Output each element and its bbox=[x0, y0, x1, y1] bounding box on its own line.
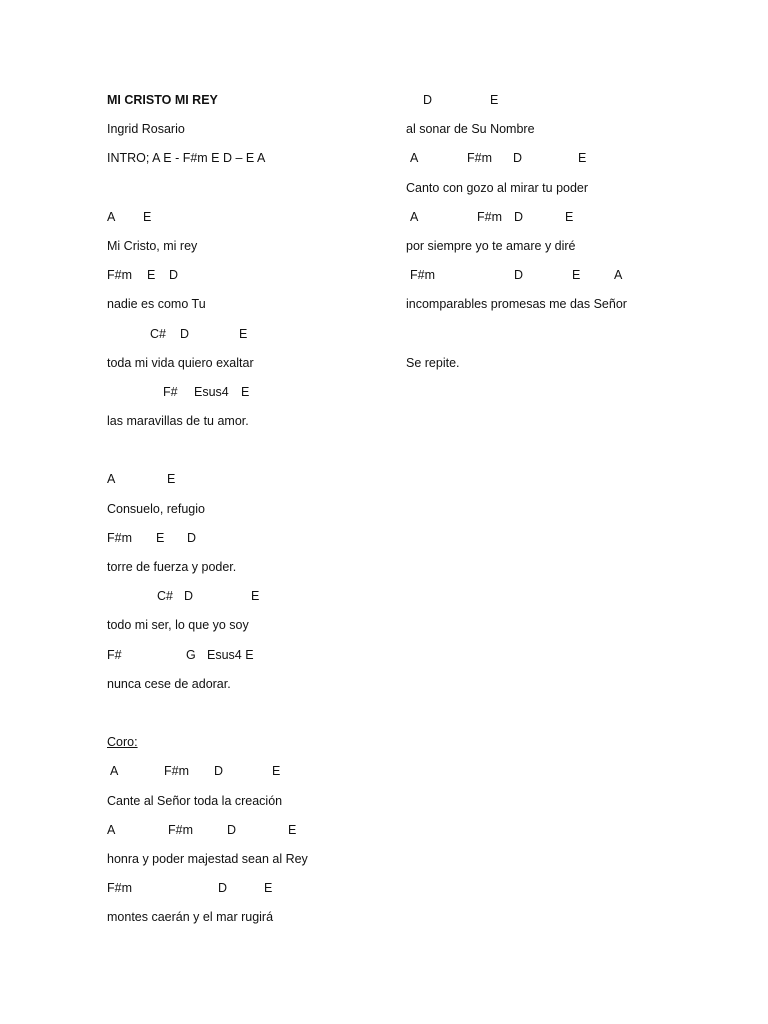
chord: C# bbox=[150, 326, 166, 341]
chord: E bbox=[251, 589, 260, 604]
chord-line bbox=[406, 150, 706, 179]
blank-line bbox=[406, 326, 706, 355]
chord: E bbox=[572, 268, 581, 283]
chord-line bbox=[107, 763, 407, 792]
chord: D bbox=[423, 93, 433, 107]
chord: F#m bbox=[168, 822, 193, 837]
chord: A bbox=[110, 764, 119, 779]
chord: G bbox=[186, 647, 196, 662]
chord: D bbox=[180, 326, 190, 341]
lyric-line: montes caerán y el mar rugirá bbox=[107, 910, 274, 925]
chord: F#m bbox=[467, 151, 492, 166]
chord-line bbox=[406, 92, 706, 121]
blank-line bbox=[107, 442, 407, 471]
chord: A bbox=[107, 822, 116, 837]
lyric-line: torre de fuerza y poder. bbox=[107, 560, 237, 574]
chord: F# bbox=[163, 384, 178, 399]
chord: D bbox=[184, 589, 194, 604]
chord: A bbox=[614, 268, 623, 283]
lyric-line: al sonar de Su Nombre bbox=[406, 122, 535, 137]
chord: A bbox=[410, 209, 419, 224]
chord-line bbox=[107, 530, 407, 559]
chorus-label-text: Coro: bbox=[107, 735, 138, 750]
chord: Esus4 E bbox=[207, 647, 254, 662]
song-title: MI CRISTO MI REY bbox=[107, 93, 218, 107]
chord: F#m bbox=[164, 764, 189, 779]
chord: D bbox=[187, 530, 197, 545]
chord: D bbox=[513, 151, 523, 166]
chord: Esus4 bbox=[194, 384, 229, 399]
chord-line bbox=[406, 267, 706, 296]
chord-line bbox=[107, 647, 407, 676]
chord: E bbox=[578, 151, 587, 166]
chord: A bbox=[107, 209, 116, 224]
lyric-line: nadie es como Tu bbox=[107, 297, 206, 312]
chord-line bbox=[107, 384, 407, 413]
lyric-line: Mi Cristo, mi rey bbox=[107, 238, 198, 253]
chord: A bbox=[410, 151, 419, 166]
lyric-line: por siempre yo te amare y diré bbox=[406, 238, 576, 253]
chord: F#m bbox=[107, 530, 132, 545]
chord: F# bbox=[107, 647, 122, 662]
lyric-line: Cante al Señor toda la creación bbox=[107, 793, 283, 808]
chord: A bbox=[107, 472, 116, 487]
chord: E bbox=[167, 472, 176, 487]
chord-line bbox=[107, 209, 407, 238]
chorus-label bbox=[107, 734, 407, 763]
chord-line bbox=[107, 326, 407, 355]
chord: E bbox=[272, 764, 281, 779]
chord-line bbox=[406, 209, 706, 238]
chord: E bbox=[264, 881, 273, 896]
chord: F#m bbox=[107, 881, 132, 896]
song-author: Ingrid Rosario bbox=[107, 122, 185, 137]
chord: E bbox=[490, 93, 499, 107]
lyric-line: honra y poder majestad sean al Rey bbox=[107, 851, 308, 866]
blank-line bbox=[107, 180, 407, 209]
lyric-line: Consuelo, refugio bbox=[107, 501, 205, 516]
lyric-line: incomparables promesas me das Señor bbox=[406, 297, 627, 312]
chord-line bbox=[107, 588, 407, 617]
chord: D bbox=[169, 268, 179, 283]
chord-line bbox=[107, 822, 407, 851]
chord: F#m bbox=[477, 209, 502, 224]
chord: F#m bbox=[107, 268, 132, 283]
chord: E bbox=[156, 530, 165, 545]
chord-line bbox=[107, 267, 407, 296]
chord: D bbox=[514, 209, 524, 224]
lyric-line: nunca cese de adorar. bbox=[107, 676, 231, 691]
chord: D bbox=[227, 822, 237, 837]
chord: F#m bbox=[410, 268, 435, 283]
lyric-line: todo mi ser, lo que yo soy bbox=[107, 618, 249, 633]
chord: D bbox=[514, 268, 524, 283]
blank-line bbox=[107, 705, 407, 734]
chord: E bbox=[241, 384, 250, 399]
lyric-line: toda mi vida quiero exaltar bbox=[107, 355, 254, 370]
lyric-line: Canto con gozo al mirar tu poder bbox=[406, 180, 589, 195]
chord: D bbox=[214, 764, 224, 779]
left-column bbox=[107, 92, 407, 938]
chord: E bbox=[565, 209, 574, 224]
chord: E bbox=[147, 268, 156, 283]
chord: E bbox=[143, 209, 152, 224]
repeat-note: Se repite. bbox=[406, 355, 460, 370]
chord: D bbox=[218, 881, 228, 896]
intro-chords: INTRO; A E - F#m E D – E A bbox=[107, 151, 266, 166]
lyric-line: las maravillas de tu amor. bbox=[107, 414, 249, 429]
chord-line bbox=[107, 880, 407, 909]
chord-line bbox=[107, 471, 407, 500]
chord: E bbox=[288, 822, 297, 837]
chord: C# bbox=[157, 589, 173, 604]
right-column bbox=[406, 92, 706, 384]
chord: E bbox=[239, 326, 248, 341]
